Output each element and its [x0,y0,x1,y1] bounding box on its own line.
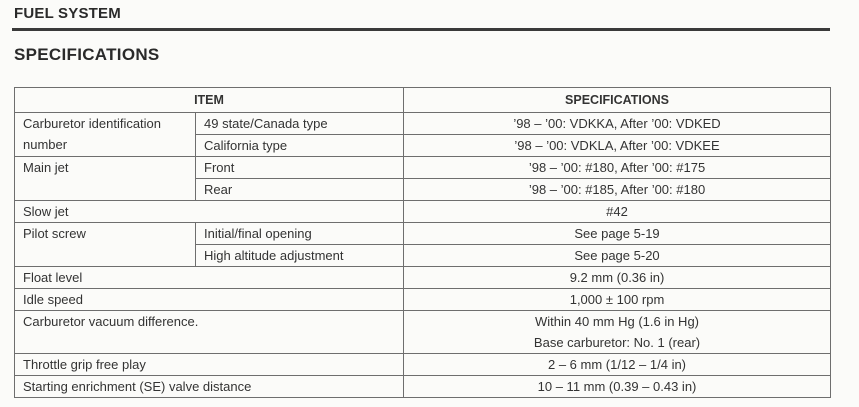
subitem-label: 49 state/Canada type [196,113,404,135]
spec-value: See page 5-19 [404,223,831,245]
table-row [15,223,831,245]
column-header-item: ITEM [15,88,404,113]
table-row [15,113,831,135]
table-row [15,354,831,376]
spec-value-multiline [404,311,831,354]
item-carburetor-id: Carburetor identification number [15,113,196,157]
column-header-specifications: SPECIFICATIONS [404,88,831,113]
subitem-label: Rear [196,179,404,201]
header-rule [12,28,830,31]
item-idle-speed: Idle speed [15,289,404,311]
table-row [15,267,831,289]
subitem-label: High altitude adjustment [196,245,404,267]
spec-value-line: Base carburetor: No. 1 (rear) [533,335,701,350]
item-throttle-free-play: Throttle grip free play [15,354,404,376]
spec-value: 2 – 6 mm (1/12 – 1/4 in) [404,354,831,376]
subitem-label: California type [196,135,404,157]
item-se-valve-distance: Starting enrichment (SE) valve distance [15,376,404,398]
item-pilot-screw: Pilot screw [15,223,196,267]
spec-value: ’98 – ’00: VDKKA, After ’00: VDKED [404,113,831,135]
spec-value: #42 [404,201,831,223]
table-row [15,157,831,179]
table-row [15,311,831,354]
section-title: FUEL SYSTEM [14,5,121,22]
spec-value: ’98 – ’00: #185, After ’00: #180 [404,179,831,201]
spec-value: ’98 – ’00: VDKLA, After ’00: VDKEE [404,135,831,157]
spec-value: 9.2 mm (0.36 in) [404,267,831,289]
table-row [15,289,831,311]
item-vacuum-difference: Carburetor vacuum difference. [15,311,404,354]
spec-value: ’98 – ’00: #180, After ’00: #175 [404,157,831,179]
spec-value: 10 – 11 mm (0.39 – 0.43 in) [404,376,831,398]
subitem-label: Front [196,157,404,179]
table-row [15,201,831,223]
table-header-row [15,88,831,113]
table-row [15,376,831,398]
spec-value: See page 5-20 [404,245,831,267]
item-main-jet: Main jet [15,157,196,201]
subitem-label: Initial/final opening [196,223,404,245]
specifications-table [14,87,831,398]
item-slow-jet: Slow jet [15,201,404,223]
spec-value: 1,000 ± 100 rpm [404,289,831,311]
page-heading: SPECIFICATIONS [14,45,160,64]
item-float-level: Float level [15,267,404,289]
spec-value-line: Within 40 mm Hg (1.6 in Hg) [535,314,700,329]
